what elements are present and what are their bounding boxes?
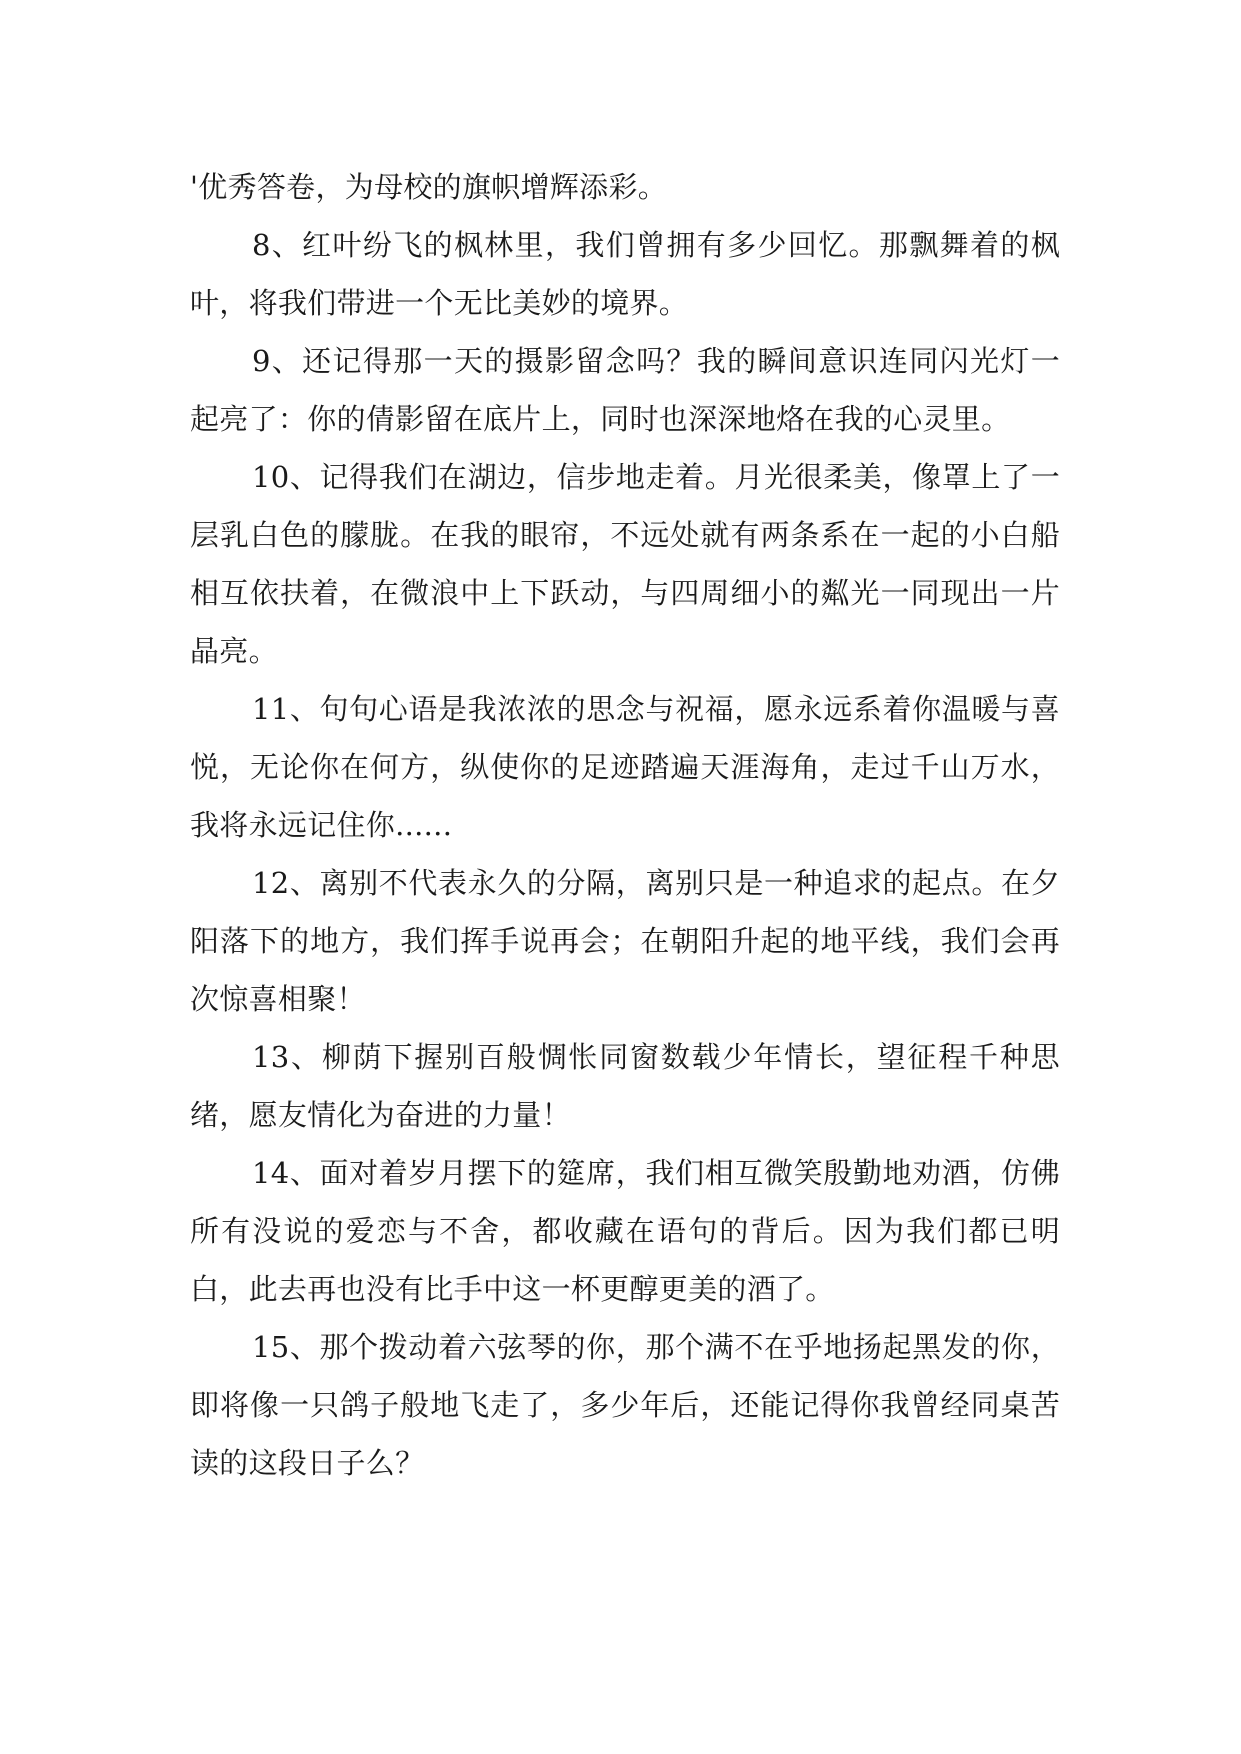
document-body <box>190 158 1060 1492</box>
paragraph-item-11: 11、句句心语是我浓浓的思念与祝福，愿永远系着你温暖与喜悦，无论你在何方，纵使你的足迹踏遍天涯海角，走过千山万水，我将永远记住你...... <box>190 692 1060 842</box>
paragraph-item-13: 13、柳荫下握别百般惆怅同窗数载少年情长，望征程千种思绪，愿友情化为奋进的力量！ <box>190 1040 1060 1132</box>
paragraph-item-8: 8、红叶纷飞的枫林里，我们曾拥有多少回忆。那飘舞着的枫叶，将我们带进一个无比美妙的境界。 <box>190 228 1060 320</box>
paragraph-item-10: 10、记得我们在湖边，信步地走着。月光很柔美，像罩上了一层乳白色的朦胧。在我的眼帘，不远处就有两条系在一起的小白船相互依扶着，在微浪中上下跃动，与四周细小的粼光一同现出一片晶亮。 <box>190 460 1060 668</box>
paragraph-continuation: '优秀答卷，为母校的旗帜增辉添彩。 <box>190 170 668 204</box>
paragraph-item-14: 14、面对着岁月摆下的筵席，我们相互微笑殷勤地劝酒，仿佛所有没说的爱恋与不舍，都收藏在语句的背后。因为我们都已明白，此去再也没有比手中这一杯更醇更美的酒了。 <box>190 1156 1060 1306</box>
paragraph-item-12: 12、离别不代表永久的分隔，离别只是一种追求的起点。在夕阳落下的地方，我们挥手说再会；在朝阳升起的地平线，我们会再次惊喜相聚！ <box>190 866 1060 1016</box>
paragraph-item-9: 9、还记得那一天的摄影留念吗？我的瞬间意识连同闪光灯一起亮了：你的倩影留在底片上，同时也深深地烙在我的心灵里。 <box>190 344 1060 436</box>
paragraph-item-15: 15、那个拨动着六弦琴的你，那个满不在乎地扬起黑发的你，即将像一只鸽子般地飞走了，多少年后，还能记得你我曾经同桌苦读的这段日子么？ <box>190 1330 1060 1480</box>
